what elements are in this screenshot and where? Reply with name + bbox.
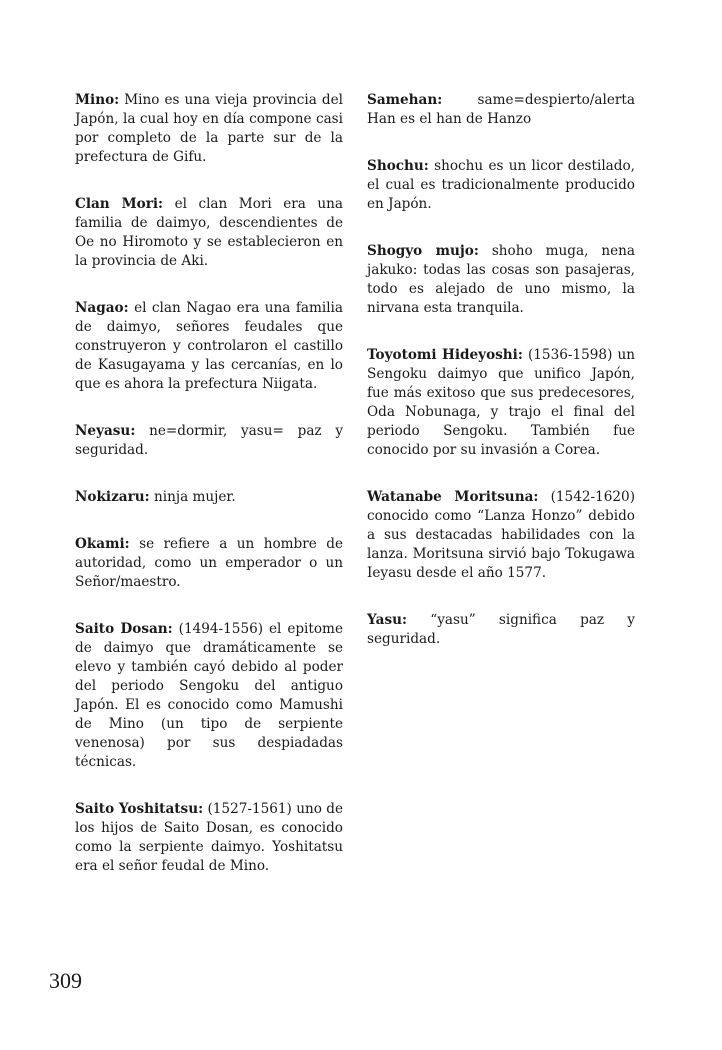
glossary-entry-okami — [75, 535, 343, 592]
glossary-entry-watanabe-moritsuna — [367, 488, 635, 583]
glossary-entry-yasu — [367, 611, 635, 649]
entry-definition: (1494-1556) el epitome de daimyo que dramáticamente se elevo y también cayó debido al poder del periodo Sengoku del antiguo Japón. El es conocido como Mamushi de Mino (un tipo de serpiente venenosa) por sus despiadadas técnicas. — [75, 621, 343, 770]
entry-definition: (1542-1620) conocido como “Lanza Honzo” debido a sus destacadas habilidades con la lanza. Moritsuna sirvió bajo Tokugawa Ieyasu desde el año 1577. — [367, 489, 635, 581]
entry-term: Saito Yoshitatsu: — [75, 801, 204, 817]
glossary-entry-mino — [75, 91, 343, 167]
entry-definition: el clan Mori era una familia de daimyo, descendientes de Oe no Hiromoto y se establecieron en la provincia de Aki. — [75, 196, 343, 269]
glossary-entry-clan-mori — [75, 195, 343, 271]
glossary-entry-nagao — [75, 299, 343, 394]
glossary-entry-nokizaru — [75, 488, 343, 507]
entry-term: Okami: — [75, 536, 130, 552]
glossary-entry-toyotomi-hideyoshi — [367, 346, 635, 460]
entry-term: Neyasu: — [75, 423, 136, 439]
glossary-entry-samehan — [367, 91, 635, 129]
entry-term: Shochu: — [367, 158, 429, 174]
entry-term: Watanabe Moritsuna: — [367, 489, 539, 505]
entry-term: Yasu: — [367, 612, 408, 628]
entry-term: Toyotomi Hideyoshi: — [367, 347, 523, 363]
entry-definition: se refiere a un hombre de autoridad, como un emperador o un Señor/maestro. — [75, 536, 343, 590]
entry-definition: ne=dormir, yasu= paz y seguridad. — [75, 423, 344, 458]
page-number: 309 — [49, 968, 82, 993]
entry-term: Saito Dosan: — [75, 621, 173, 637]
glossary-entry-shochu — [367, 157, 635, 214]
entry-term: Clan Mori: — [75, 196, 164, 212]
entry-term: Nagao: — [75, 300, 129, 316]
entry-term: Mino: — [75, 92, 120, 108]
glossary-left-column — [75, 91, 343, 904]
glossary-entry-neyasu — [75, 422, 343, 460]
entry-definition: el clan Nagao era una familia de daimyo, señores feudales que construyeron y controlaron el castillo de Kasugayama y las cercanías, en lo que es ahora la prefectura Niigata. — [75, 300, 343, 392]
entry-definition: “yasu” significa paz y seguridad. — [367, 612, 635, 647]
glossary-right-column — [367, 91, 635, 677]
entry-term: Nokizaru: — [75, 489, 150, 505]
glossary-entry-saito-yoshitatsu — [75, 800, 343, 876]
entry-definition: ninja mujer. — [154, 489, 236, 505]
entry-term: Shogyo mujo: — [367, 243, 479, 259]
entry-definition: (1527-1561) uno de los hijos de Saito Dosan, es conocido como la serpiente daimyo. Yoshitatsu era el señor feudal de Mino. — [75, 801, 343, 874]
entry-term: Samehan: — [367, 92, 443, 108]
entry-definition: shoho muga, nena jakuko: todas las cosas son pasajeras, todo es alejado de uno mismo, la nirvana esta tranquila. — [367, 243, 635, 316]
entry-definition: same=despierto/alerta Han es el han de Hanzo — [367, 92, 635, 127]
entry-definition: (1536-1598) un Sengoku daimyo que unifico Japón, fue más exitoso que sus predecesores, Oda Nobunaga, y trajo el final del periodo Sengoku. También fue conocido por su invasión a Corea. — [367, 347, 635, 458]
glossary-entry-shogyo-mujo — [367, 242, 635, 318]
glossary-entry-saito-dosan — [75, 620, 343, 772]
entry-definition: shochu es un licor destilado, el cual es tradicionalmente producido en Japón. — [367, 158, 635, 212]
entry-definition: Mino es una vieja provincia del Japón, la cual hoy en día compone casi por completo de la parte sur de la prefectura de Gifu. — [75, 92, 343, 165]
